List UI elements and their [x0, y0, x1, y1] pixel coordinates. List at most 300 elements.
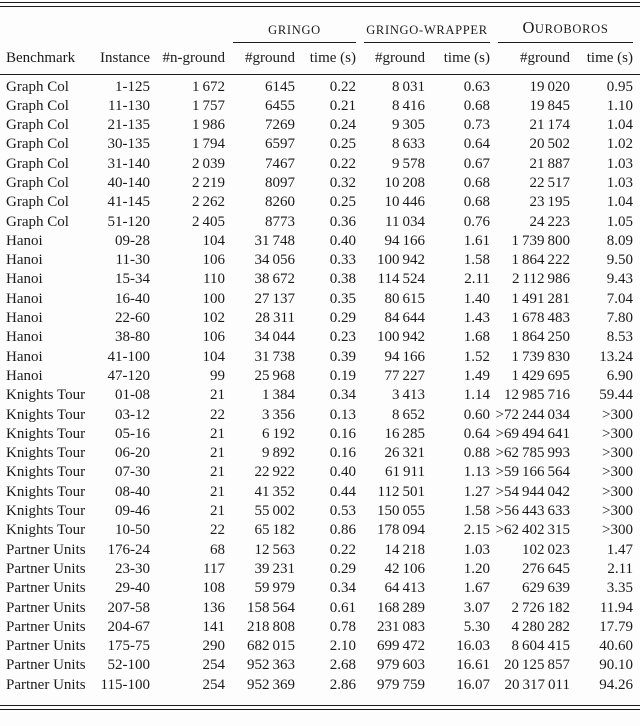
group-label-gringo: GRINGO [268, 22, 321, 37]
cell-wrapper-ground: 114 524 [377, 271, 425, 288]
cell-gringo-time: 2.68 [329, 657, 356, 674]
cell-benchmark: Hanoi [6, 232, 43, 249]
cell-benchmark: Graph Col [6, 155, 69, 172]
cell-wrapper-ground: 979 603 [376, 657, 425, 674]
cell-ouroboros-time: 8.53 [606, 329, 634, 346]
cell-gringo-time: 0.40 [329, 232, 356, 249]
cell-n-ground: 117 [203, 560, 225, 577]
cell-wrapper-time: 1.27 [463, 483, 490, 500]
cell-wrapper-time: 0.88 [463, 445, 490, 462]
cell-instance: 11-130 [108, 97, 150, 114]
table-row [0, 386, 640, 405]
cell-wrapper-ground: 84 644 [384, 310, 425, 327]
cell-wrapper-time: 1.14 [463, 387, 490, 404]
cell-ouroboros-ground: >59 166 564 [495, 464, 570, 481]
cell-benchmark: Knights Tour [6, 387, 86, 404]
cell-benchmark: Graph Col [6, 117, 69, 134]
table-row [0, 74, 640, 97]
cell-n-ground: 254 [202, 657, 225, 674]
cell-wrapper-time: 2.15 [463, 522, 490, 539]
cell-ouroboros-time: >300 [602, 445, 634, 462]
cell-ouroboros-ground: >56 443 633 [495, 503, 570, 520]
cell-gringo-ground: 1 384 [261, 387, 295, 404]
cell-gringo-time: 0.53 [329, 503, 356, 520]
cell-gringo-time: 0.40 [329, 464, 356, 481]
cell-ouroboros-time: 1.02 [606, 136, 634, 153]
cell-gringo-time: 0.29 [329, 310, 356, 327]
table-row [0, 599, 640, 618]
cell-n-ground: 2 039 [191, 155, 225, 172]
cell-wrapper-time: 16.61 [456, 657, 490, 674]
cell-gringo-ground: 65 182 [254, 522, 295, 539]
cell-instance: 38-80 [115, 329, 150, 346]
table-row [0, 348, 640, 367]
cell-instance: 47-120 [107, 367, 150, 384]
cell-gringo-time: 0.13 [329, 406, 356, 423]
cell-gringo-time: 0.61 [329, 599, 356, 616]
cell-benchmark: Graph Col [6, 194, 69, 211]
cell-gringo-time: 0.22 [329, 541, 356, 558]
cell-instance: 31-140 [107, 155, 150, 172]
cell-n-ground: 110 [203, 271, 225, 288]
table-row [0, 483, 640, 502]
cell-benchmark: Partner Units [6, 560, 86, 577]
cell-instance: 22-60 [115, 310, 150, 327]
cell-instance: 15-34 [115, 271, 150, 288]
cell-n-ground: 1 672 [191, 78, 225, 95]
cell-ouroboros-ground: >62 402 315 [495, 522, 570, 539]
cell-ouroboros-time: 1.47 [606, 541, 634, 558]
benchmark-results-table [0, 7, 640, 696]
col-header-wrapper-ground: #ground [356, 43, 425, 75]
table-body [0, 74, 640, 695]
cell-benchmark: Partner Units [6, 541, 86, 558]
cell-wrapper-ground: 94 166 [384, 348, 425, 365]
cell-ouroboros-ground: 21 174 [529, 117, 570, 134]
cell-benchmark: Hanoi [6, 290, 43, 307]
cell-gringo-time: 0.29 [329, 560, 356, 577]
cell-wrapper-time: 0.60 [463, 406, 490, 423]
cell-gringo-ground: 6597 [265, 136, 295, 153]
cell-gringo-ground: 952 363 [246, 657, 295, 674]
cell-ouroboros-time: 9.50 [606, 252, 634, 269]
cell-ouroboros-time: 1.04 [606, 194, 634, 211]
cell-ouroboros-ground: 1 739 830 [511, 348, 570, 365]
cell-n-ground: 68 [210, 541, 225, 558]
cell-benchmark: Partner Units [6, 618, 86, 635]
cell-instance: 05-16 [115, 425, 150, 442]
cell-wrapper-ground: 14 218 [384, 541, 425, 558]
table-row [0, 676, 640, 695]
table-row [0, 560, 640, 579]
cell-gringo-ground: 9 892 [261, 445, 295, 462]
cell-ouroboros-time: 1.04 [606, 117, 634, 134]
cell-wrapper-ground: 10 446 [384, 194, 425, 211]
cell-benchmark: Knights Tour [6, 425, 86, 442]
cell-wrapper-time: 1.52 [463, 348, 490, 365]
cell-ouroboros-time: 9.43 [606, 271, 634, 288]
cell-ouroboros-ground: >72 244 034 [495, 406, 570, 423]
cell-gringo-time: 0.78 [329, 618, 356, 635]
cell-gringo-time: 0.38 [329, 271, 356, 288]
cell-gringo-ground: 41 352 [254, 483, 295, 500]
cell-gringo-ground: 8260 [265, 194, 295, 211]
cell-n-ground: 21 [210, 503, 225, 520]
cell-gringo-ground: 39 231 [254, 560, 295, 577]
cell-ouroboros-time: 94.26 [599, 676, 634, 693]
cell-n-ground: 22 [210, 406, 225, 423]
cell-instance: 08-40 [115, 483, 150, 500]
group-header-gringo-wrapper [356, 7, 490, 43]
cell-benchmark: Hanoi [6, 348, 43, 365]
col-header-wrapper-time: time (s) [425, 43, 490, 75]
cell-instance: 03-12 [115, 406, 150, 423]
cell-ouroboros-ground: 24 223 [529, 213, 570, 230]
col-header-instance: Instance [100, 43, 150, 75]
cell-instance: 176-24 [107, 541, 150, 558]
cell-gringo-time: 2.10 [329, 638, 356, 655]
bottom-double-rule [0, 705, 640, 710]
cell-wrapper-ground: 94 166 [384, 232, 425, 249]
cell-benchmark: Graph Col [6, 174, 69, 191]
cell-ouroboros-time: >300 [602, 464, 634, 481]
cell-instance: 175-75 [107, 638, 150, 655]
table-row [0, 521, 640, 540]
cell-ouroboros-time: 6.90 [606, 367, 634, 384]
cell-ouroboros-time: >300 [602, 522, 634, 539]
cell-ouroboros-time: 17.79 [599, 618, 634, 635]
cell-wrapper-time: 1.49 [463, 367, 490, 384]
cell-wrapper-ground: 80 615 [384, 290, 425, 307]
cell-n-ground: 100 [202, 290, 225, 307]
cell-ouroboros-time: 1.03 [606, 155, 634, 172]
cell-n-ground: 108 [202, 580, 225, 597]
table-row [0, 463, 640, 482]
cell-n-ground: 2 262 [191, 194, 225, 211]
table-row [0, 367, 640, 386]
cell-wrapper-ground: 112 501 [377, 483, 425, 500]
cell-ouroboros-time: 2.11 [607, 560, 634, 577]
table-row [0, 618, 640, 637]
table-row [0, 406, 640, 425]
cell-gringo-time: 0.34 [329, 387, 356, 404]
cell-wrapper-time: 1.13 [463, 464, 490, 481]
cell-ouroboros-ground: 276 645 [521, 560, 570, 577]
cell-benchmark: Graph Col [6, 213, 69, 230]
cell-instance: 30-135 [107, 136, 150, 153]
table-row [0, 541, 640, 560]
cell-wrapper-ground: 100 942 [376, 329, 425, 346]
col-header-gringo-ground: #ground [225, 43, 295, 75]
cell-ouroboros-time: >300 [602, 425, 634, 442]
cell-wrapper-time: 1.03 [463, 541, 490, 558]
cell-benchmark: Knights Tour [6, 406, 86, 423]
cell-n-ground: 1 986 [191, 117, 225, 134]
cell-gringo-ground: 31 738 [254, 348, 295, 365]
cell-gringo-time: 0.24 [329, 117, 356, 134]
cell-ouroboros-time: 1.05 [606, 213, 634, 230]
cell-gringo-ground: 6145 [265, 78, 295, 95]
cell-gringo-time: 0.19 [329, 367, 356, 384]
cell-gringo-time: 2.86 [329, 676, 356, 693]
cell-ouroboros-time: 1.03 [606, 174, 634, 191]
group-label-ouroboros: OUROBOROS [522, 17, 609, 37]
cell-ouroboros-time: >300 [602, 406, 634, 423]
cell-gringo-time: 0.36 [329, 213, 356, 230]
cell-gringo-time: 0.22 [329, 78, 356, 95]
cell-wrapper-ground: 11 034 [385, 213, 425, 230]
col-header-ouroboros-ground: #ground [490, 43, 570, 75]
cell-ouroboros-ground: >54 944 042 [495, 483, 570, 500]
ouroboros-rule [498, 18, 633, 43]
cell-n-ground: 21 [210, 445, 225, 462]
cell-wrapper-ground: 8 633 [391, 136, 425, 153]
cell-wrapper-time: 1.58 [463, 503, 490, 520]
cell-wrapper-ground: 168 289 [376, 599, 425, 616]
cell-n-ground: 106 [202, 329, 225, 346]
cell-n-ground: 21 [210, 483, 225, 500]
group-header-gringo [225, 7, 356, 43]
cell-gringo-ground: 682 015 [246, 638, 295, 655]
cell-benchmark: Graph Col [6, 97, 69, 114]
cell-gringo-ground: 59 979 [254, 580, 295, 597]
cell-n-ground: 104 [202, 232, 225, 249]
cell-wrapper-time: 0.64 [463, 425, 490, 442]
cell-gringo-ground: 28 311 [255, 310, 295, 327]
cell-ouroboros-ground: 19 845 [529, 97, 570, 114]
table-row [0, 116, 640, 135]
cell-instance: 41-145 [107, 194, 150, 211]
cell-gringo-time: 0.34 [329, 580, 356, 597]
cell-ouroboros-time: >300 [602, 483, 634, 500]
cell-instance: 10-50 [115, 522, 150, 539]
cell-gringo-ground: 952 369 [246, 676, 295, 693]
cell-ouroboros-time: 13.24 [599, 348, 634, 365]
cell-instance: 06-20 [115, 445, 150, 462]
cell-wrapper-time: 3.07 [463, 599, 490, 616]
cell-ouroboros-ground: 20 125 857 [503, 657, 570, 674]
group-header-row [0, 7, 640, 43]
cell-gringo-time: 0.22 [329, 155, 356, 172]
cell-n-ground: 290 [202, 638, 225, 655]
cell-ouroboros-ground: 629 639 [521, 580, 570, 597]
cell-ouroboros-ground: 1 739 800 [511, 232, 570, 249]
cell-gringo-ground: 6 192 [261, 425, 295, 442]
cell-wrapper-time: 0.63 [463, 78, 490, 95]
cell-n-ground: 102 [202, 310, 225, 327]
col-header-gringo-time: time (s) [295, 43, 356, 75]
table-row [0, 290, 640, 309]
group-label-gringo-wrapper: GRINGO-WRAPPER [366, 22, 488, 37]
cell-ouroboros-time: 7.80 [606, 310, 634, 327]
cell-n-ground: 21 [210, 387, 225, 404]
table-row [0, 97, 640, 116]
cell-benchmark: Knights Tour [6, 464, 86, 481]
cell-wrapper-ground: 8 416 [391, 97, 425, 114]
cell-wrapper-time: 0.64 [463, 136, 490, 153]
cell-wrapper-ground: 16 285 [384, 425, 425, 442]
cell-ouroboros-ground: 22 517 [529, 174, 570, 191]
cell-instance: 21-135 [107, 117, 150, 134]
cell-instance: 09-46 [115, 503, 150, 520]
cell-ouroboros-ground: 20 502 [529, 136, 570, 153]
cell-gringo-ground: 25 968 [254, 367, 295, 384]
cell-instance: 41-100 [107, 348, 150, 365]
cell-wrapper-ground: 150 055 [376, 503, 425, 520]
cell-wrapper-time: 1.20 [463, 560, 490, 577]
cell-wrapper-time: 0.67 [463, 155, 490, 172]
cell-gringo-ground: 7467 [265, 155, 295, 172]
cell-gringo-time: 0.86 [329, 522, 356, 539]
cell-gringo-ground: 12 563 [254, 541, 295, 558]
cell-benchmark: Hanoi [6, 329, 43, 346]
cell-gringo-ground: 55 002 [254, 503, 295, 520]
cell-ouroboros-ground: 102 023 [521, 541, 570, 558]
cell-benchmark: Partner Units [6, 676, 86, 693]
table-row [0, 656, 640, 675]
cell-ouroboros-time: 40.60 [599, 638, 634, 655]
cell-wrapper-ground: 9 578 [391, 155, 425, 172]
cell-wrapper-ground: 699 472 [376, 638, 425, 655]
cell-ouroboros-time: 11.94 [599, 599, 634, 616]
cell-wrapper-ground: 3 413 [391, 387, 425, 404]
cell-wrapper-time: 1.68 [463, 329, 490, 346]
table-row [0, 425, 640, 444]
table-row [0, 309, 640, 328]
cell-benchmark: Hanoi [6, 271, 43, 288]
cell-gringo-ground: 34 056 [254, 252, 295, 269]
cell-gringo-time: 0.39 [329, 348, 356, 365]
cell-wrapper-time: 0.68 [463, 174, 490, 191]
cell-instance: 204-67 [107, 618, 150, 635]
table-row [0, 213, 640, 232]
cell-wrapper-time: 0.73 [463, 117, 490, 134]
cell-wrapper-ground: 8 031 [391, 78, 425, 95]
cell-gringo-ground: 3 356 [261, 406, 295, 423]
cell-instance: 07-30 [115, 464, 150, 481]
cell-wrapper-ground: 8 652 [391, 406, 425, 423]
cell-benchmark: Hanoi [6, 252, 43, 269]
cell-wrapper-time: 1.40 [463, 290, 490, 307]
cell-n-ground: 104 [202, 348, 225, 365]
cell-benchmark: Hanoi [6, 367, 43, 384]
cell-wrapper-time: 1.61 [463, 232, 490, 249]
cell-benchmark: Partner Units [6, 638, 86, 655]
cell-n-ground: 99 [210, 367, 225, 384]
cell-ouroboros-ground: 1 491 281 [511, 290, 570, 307]
cell-gringo-ground: 218 808 [246, 618, 295, 635]
table-header [0, 7, 640, 75]
cell-gringo-ground: 27 137 [254, 290, 295, 307]
cell-instance: 40-140 [107, 174, 150, 191]
cell-gringo-ground: 34 044 [254, 329, 295, 346]
cell-wrapper-ground: 42 106 [384, 560, 425, 577]
cell-gringo-ground: 38 672 [254, 271, 295, 288]
cell-n-ground: 2 405 [191, 213, 225, 230]
cell-benchmark: Knights Tour [6, 445, 86, 462]
gringo-wrapper-rule [364, 23, 490, 43]
cell-n-ground: 1 757 [191, 97, 225, 114]
cell-gringo-ground: 31 748 [254, 232, 295, 249]
cell-gringo-time: 0.35 [329, 290, 356, 307]
cell-wrapper-ground: 100 942 [376, 252, 425, 269]
cell-instance: 09-28 [115, 232, 150, 249]
cell-benchmark: Graph Col [6, 78, 69, 95]
table-row [0, 579, 640, 598]
cell-ouroboros-ground: 21 887 [529, 155, 570, 172]
cell-gringo-ground: 7269 [265, 117, 295, 134]
cell-wrapper-time: 1.67 [463, 580, 490, 597]
cell-ouroboros-time: >300 [602, 503, 634, 520]
cell-ouroboros-ground: 12 985 716 [503, 387, 570, 404]
cell-instance: 23-30 [115, 560, 150, 577]
cell-wrapper-time: 16.03 [456, 638, 490, 655]
cell-instance: 29-40 [115, 580, 150, 597]
table-row [0, 637, 640, 656]
cell-gringo-ground: 6455 [265, 97, 295, 114]
cell-gringo-time: 0.25 [329, 194, 356, 211]
cell-n-ground: 136 [202, 599, 225, 616]
cell-instance: 52-100 [107, 657, 150, 674]
cell-benchmark: Knights Tour [6, 522, 86, 539]
gringo-rule [233, 23, 356, 43]
cell-gringo-time: 0.32 [329, 174, 356, 191]
table-row [0, 502, 640, 521]
table-row [0, 155, 640, 174]
cell-instance: 207-58 [107, 599, 150, 616]
cell-n-ground: 254 [202, 676, 225, 693]
cell-n-ground: 141 [202, 618, 225, 635]
cell-benchmark: Graph Col [6, 136, 69, 153]
cell-instance: 1-125 [115, 78, 150, 95]
cell-gringo-time: 0.44 [329, 483, 356, 500]
cell-wrapper-time: 16.07 [456, 676, 490, 693]
cell-ouroboros-ground: 1 864 222 [511, 252, 570, 269]
cell-wrapper-time: 5.30 [463, 618, 490, 635]
cell-ouroboros-ground: 1 429 695 [511, 367, 570, 384]
col-header-ouroboros-time: time (s) [570, 43, 640, 75]
cell-wrapper-time: 1.43 [463, 310, 490, 327]
cell-benchmark: Partner Units [6, 580, 86, 597]
cell-wrapper-time: 0.76 [463, 213, 490, 230]
cell-n-ground: 21 [210, 464, 225, 481]
cell-wrapper-ground: 64 413 [384, 580, 425, 597]
cell-ouroboros-time: 59.44 [599, 387, 634, 404]
cell-wrapper-time: 0.68 [463, 97, 490, 114]
cell-wrapper-ground: 77 227 [384, 367, 425, 384]
cell-ouroboros-ground: 2 726 182 [511, 599, 570, 616]
cell-ouroboros-ground: 20 317 011 [504, 676, 570, 693]
table-row [0, 193, 640, 212]
cell-ouroboros-time: 0.95 [606, 78, 634, 95]
column-header-row [0, 43, 640, 75]
cell-ouroboros-ground: 4 280 282 [511, 618, 570, 635]
cell-n-ground: 2 219 [191, 174, 225, 191]
cell-benchmark: Hanoi [6, 310, 43, 327]
cell-ouroboros-time: 90.10 [599, 657, 634, 674]
cell-wrapper-time: 0.68 [463, 194, 490, 211]
cell-ouroboros-ground: 1 864 250 [511, 329, 570, 346]
cell-n-ground: 21 [210, 425, 225, 442]
cell-instance: 115-100 [100, 676, 150, 693]
table-row [0, 135, 640, 154]
cell-wrapper-ground: 231 083 [376, 618, 425, 635]
cell-wrapper-ground: 26 321 [384, 445, 425, 462]
cell-ouroboros-ground: >69 494 641 [495, 425, 570, 442]
cell-gringo-time: 0.33 [329, 252, 356, 269]
cell-gringo-time: 0.25 [329, 136, 356, 153]
cell-gringo-time: 0.16 [329, 425, 356, 442]
